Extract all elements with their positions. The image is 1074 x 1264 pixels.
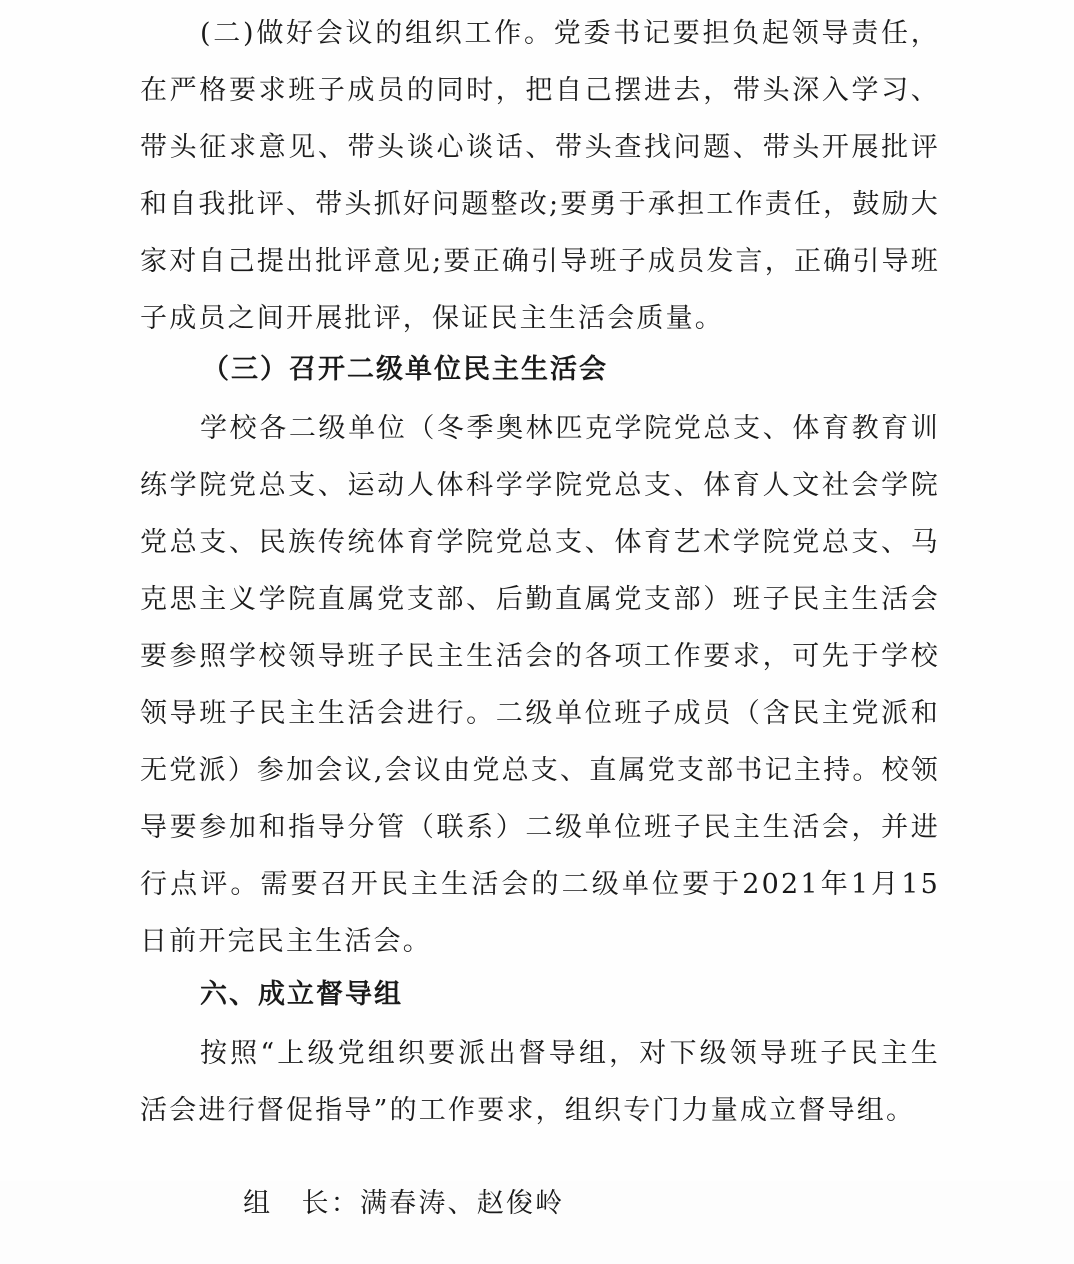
section-3-paragraph: 学校各二级单位（冬季奥林匹克学院党总支、体育教育训练学院党总支、运动人体科学学院党总支、体育人文社会学院党总支、民族传统体育学院党总支、体育艺术学院党总支、马克思主义学院直属党支部、后勤直属党支部）班子民主生活会要参照学校领导班子民主生活会的各项工作要求，可先于学校领导班子民主生活会进行。二级单位班子成员（含民主党派和无党派）参加会议,会议由党总支、直属党支部书记主持。校领导要参加和指导分管（联系）二级单位班子民主生活会，并进行点评。需要召开民主生活会的二级单位要于2021年1月15日前开完民主生活会。	[140, 413, 940, 957]
section-6-heading: 六、成立督导组	[200, 979, 403, 1010]
group-leader-line	[200, 1144, 564, 1264]
section-6-paragraph: 按照“上级党组织要派出督导组，对下级领导班子民主生活会进行督促指导”的工作要求，组织专门力量成立督导组。	[140, 1038, 940, 1126]
section-3-heading: （三）召开二级单位民主生活会	[202, 354, 608, 385]
section-2-paragraph: (二)做好会议的组织工作。党委书记要担负起领导责任，在严格要求班子成员的同时，把自己摆进去，带头深入学习、带头征求意见、带头谈心谈话、带头查找问题、带头开展批评和自我批评、带头抓好问题整改;要勇于承担工作责任，鼓励大家对自己提出批评意见;要正确引导班子成员发言，正确引导班子成员之间开展批评，保证民主生活会质量。	[140, 18, 940, 334]
group-leader-value: 满春涛、赵俊岭	[359, 1188, 565, 1219]
group-leader-label: 组 长：	[243, 1188, 360, 1219]
